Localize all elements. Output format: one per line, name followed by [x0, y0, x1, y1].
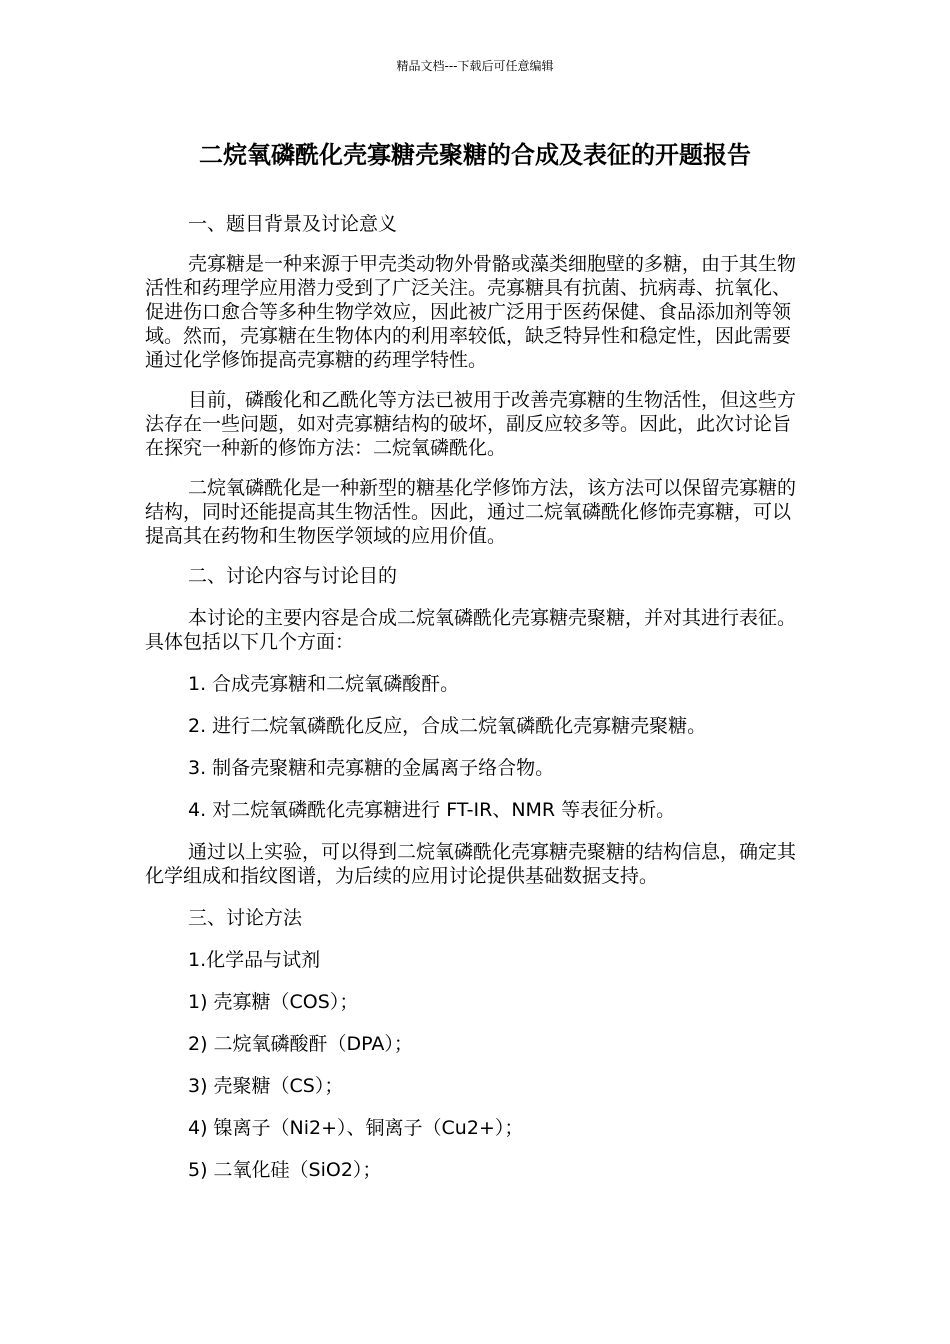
- section-heading-background: 一、题目背景及讨论意义: [188, 213, 398, 235]
- subsection-heading-reagents: 1.化学品与试剂: [188, 949, 321, 971]
- paragraph-background-2: 目前，磷酸化和乙酰化等方法已被用于改善壳寡糖的生物活性，但这些方法存在一些问题，如对壳寡糖结构的破坏，副反应较多等。因此，此次讨论旨在探究一种新的修饰方法：二烷氧磷酰化。: [145, 389, 797, 459]
- reagent-item: 5) 二氧化硅（SiO2）；: [188, 1159, 382, 1181]
- paragraph-content-intro: 本讨论的主要内容是合成二烷氧磷酰化壳寡糖壳聚糖，并对其进行表征。具体包括以下几个方面：: [145, 607, 797, 653]
- page-header-note: 精品文档---下载后可任意编辑: [396, 59, 554, 73]
- section-heading-methods: 三、讨论方法: [188, 907, 303, 929]
- section-heading-content: 二、讨论内容与讨论目的: [188, 565, 398, 587]
- paragraph-content-summary: 通过以上实验，可以得到二烷氧磷酰化壳寡糖壳聚糖的结构信息，确定其化学组成和指纹图谱，为后续的应用讨论提供基础数据支持。: [145, 841, 797, 887]
- list-item: 2. 进行二烷氧磷酰化反应，合成二烷氧磷酰化壳寡糖壳聚糖。: [188, 715, 707, 737]
- document-title: 二烷氧磷酰化壳寡糖壳聚糖的合成及表征的开题报告: [199, 141, 751, 169]
- paragraph-background-3: 二烷氧磷酰化是一种新型的糖基化学修饰方法，该方法可以保留壳寡糖的结构，同时还能提高其生物活性。因此，通过二烷氧磷酰化修饰壳寡糖，可以提高其在药物和生物医学领域的应用价值。: [145, 477, 797, 547]
- paragraph-background-1: 壳寡糖是一种来源于甲壳类动物外骨骼或藻类细胞壁的多糖，由于其生物活性和药理学应用潜力受到了广泛关注。壳寡糖具有抗菌、抗病毒、抗氧化、促进伤口愈合等多种生物学效应，因此被广泛用于医药保健、食品添加剂等领域。然而，壳寡糖在生物体内的利用率较低，缺乏特异性和稳定性，因此需要通过化学修饰提高壳寡糖的药理学特性。: [145, 253, 797, 371]
- list-item: 4. 对二烷氧磷酰化壳寡糖进行 FT-IR、NMR 等表征分析。: [188, 799, 676, 821]
- reagent-item: 3) 壳聚糖（CS）；: [188, 1075, 344, 1097]
- reagent-item: 1) 壳寡糖（COS）；: [188, 991, 359, 1013]
- list-item: 3. 制备壳聚糖和壳寡糖的金属离子络合物。: [188, 757, 555, 779]
- reagent-item: 4) 镍离子（Ni2+）、铜离子（Cu2+）；: [188, 1117, 524, 1139]
- document-body: [145, 212, 805, 1182]
- reagent-item: 2) 二烷氧磷酸酐（DPA）；: [188, 1033, 413, 1055]
- list-item: 1. 合成壳寡糖和二烷氧磷酸酐。: [188, 673, 460, 695]
